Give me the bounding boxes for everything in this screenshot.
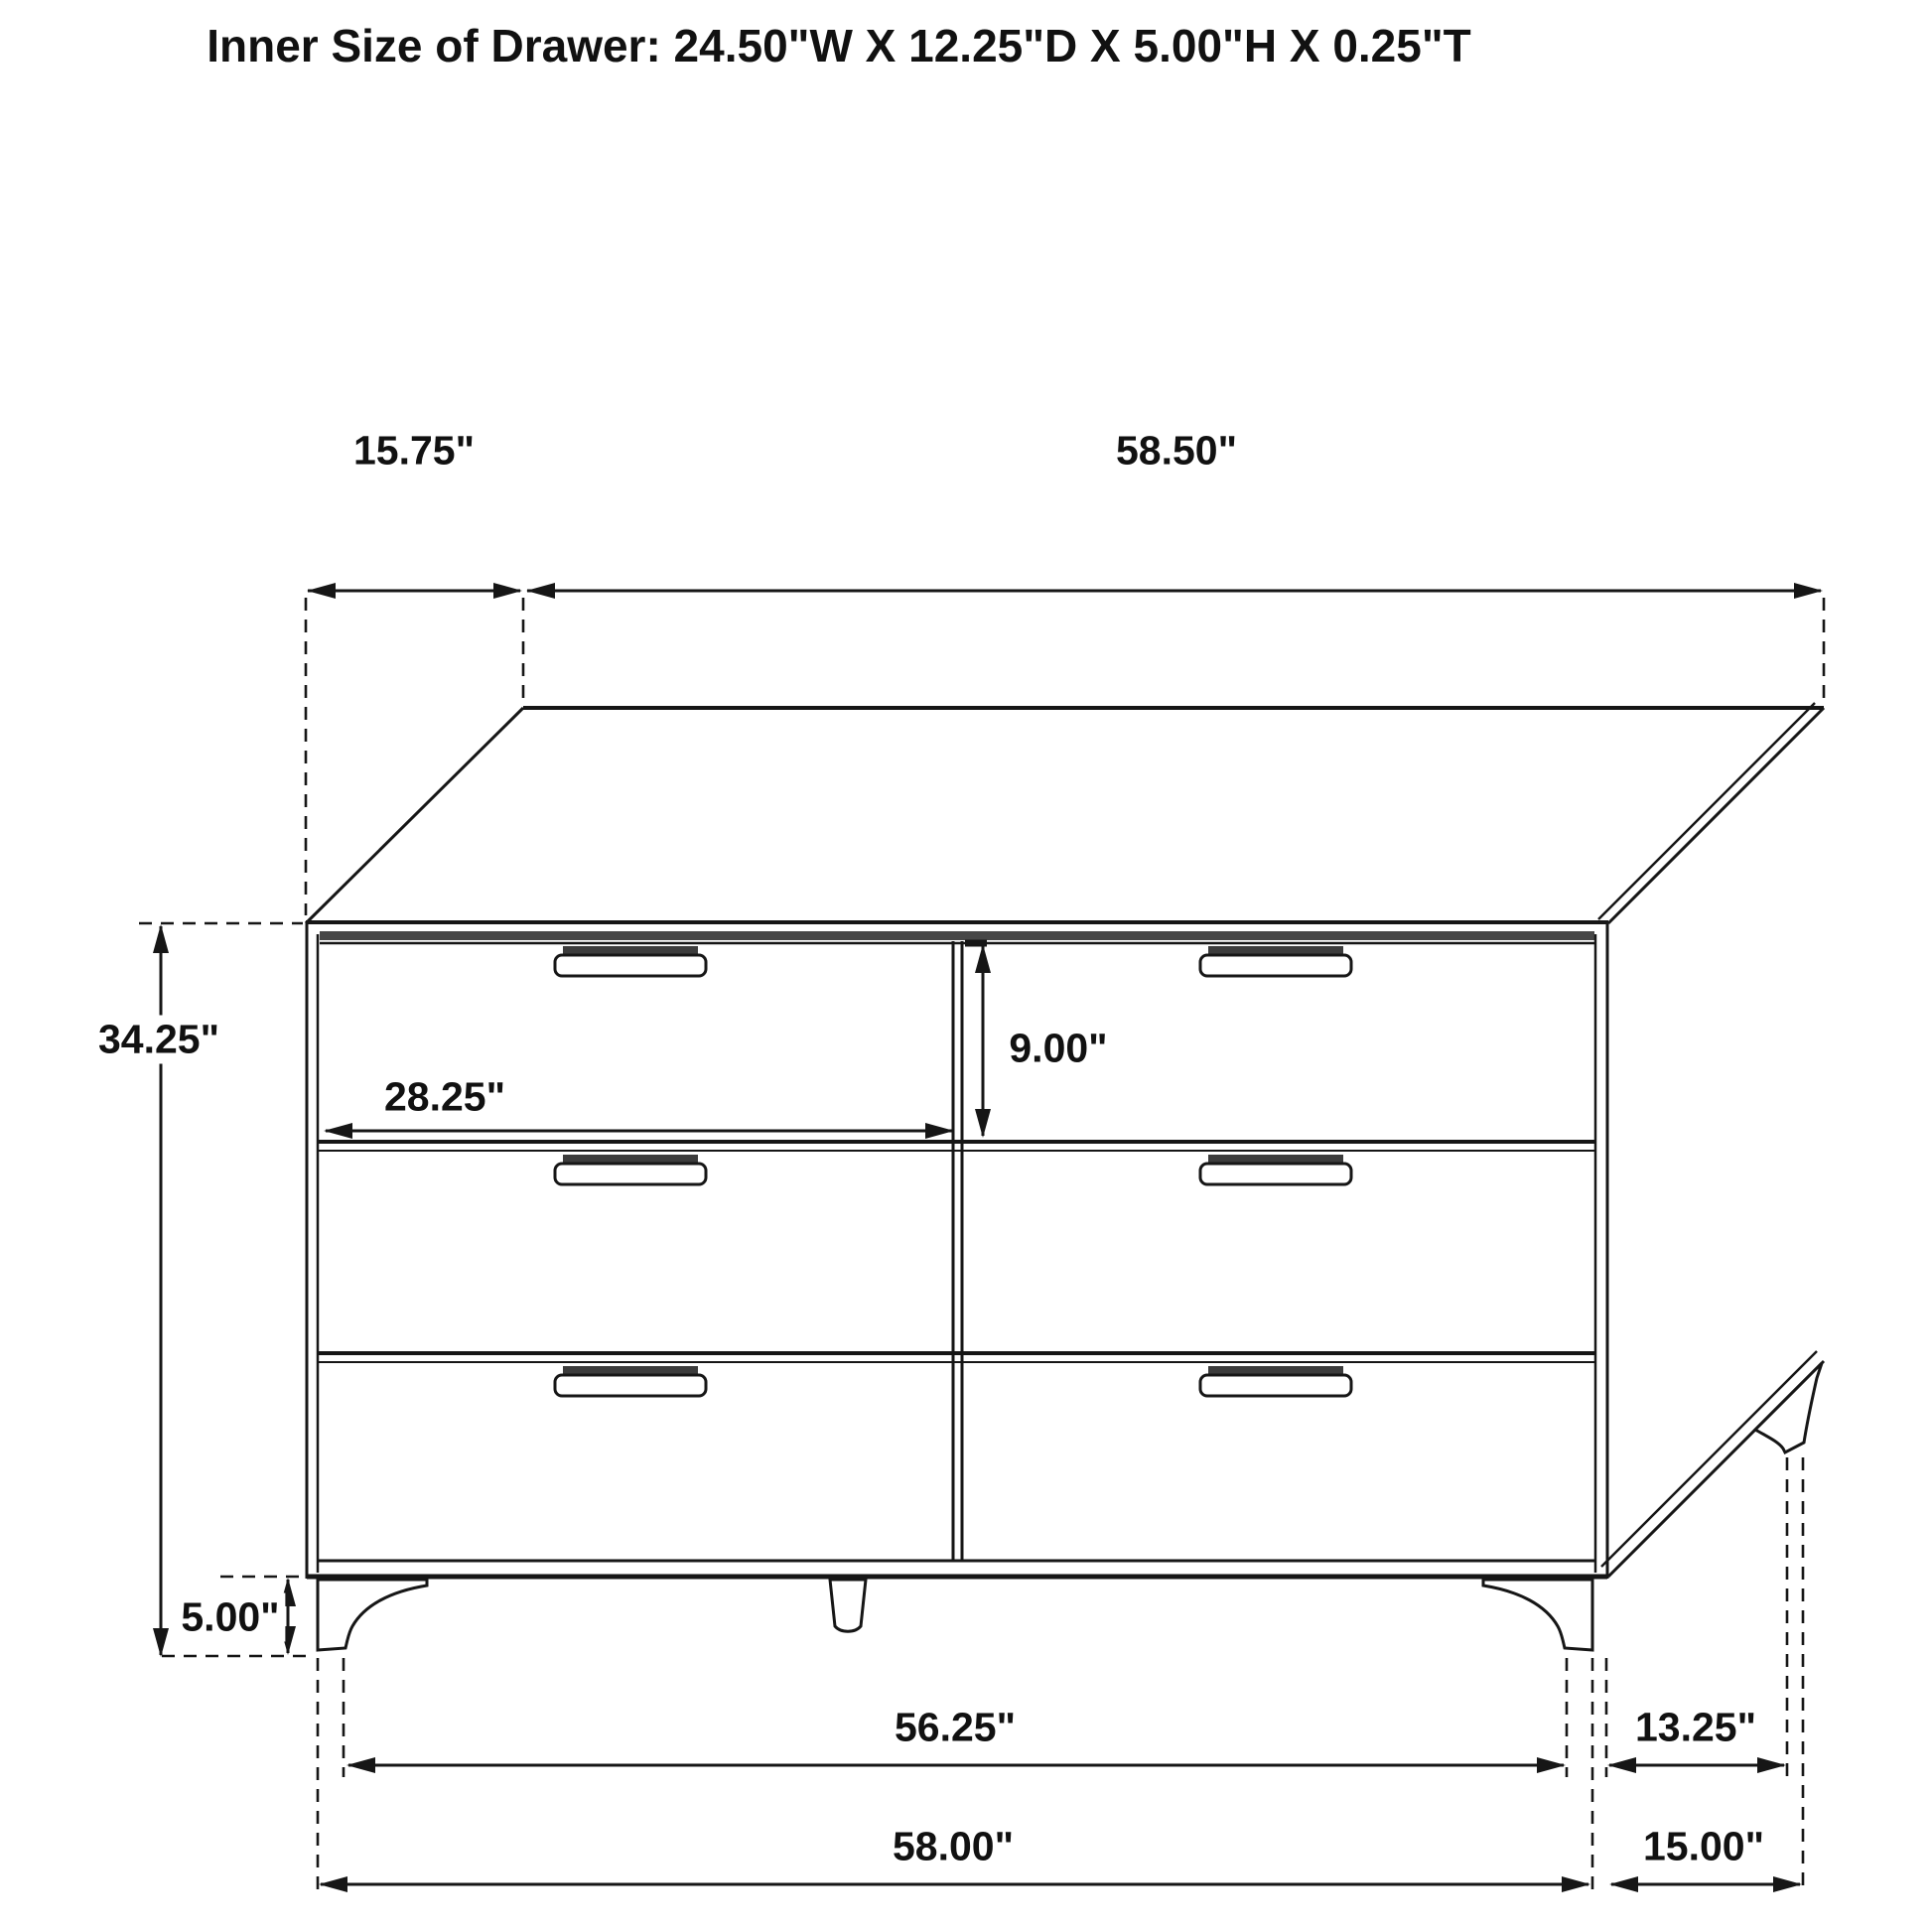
dim-label-base-width: 58.00" <box>892 1823 1015 1869</box>
dim-label-overall-height: 34.25" <box>92 1016 225 1064</box>
page-title: Inner Size of Drawer: 24.50"W X 12.25"D X 5.00"H X 0.25"T <box>207 20 1471 71</box>
dim-label-drawer-width: 28.25" <box>383 1073 506 1120</box>
dim-label-top-depth: 15.75" <box>352 427 476 474</box>
dim-label-top-width: 58.50" <box>1115 427 1238 474</box>
dim-label-side-depth: 15.00" <box>1642 1823 1765 1869</box>
dim-label-drawer-front-height: 9.00" <box>1009 1025 1108 1071</box>
dim-label-front-leg-span: 56.25" <box>894 1704 1017 1750</box>
dim-label-leg-height: 5.00" <box>175 1593 285 1642</box>
dim-label-side-leg-span: 13.25" <box>1634 1704 1757 1750</box>
